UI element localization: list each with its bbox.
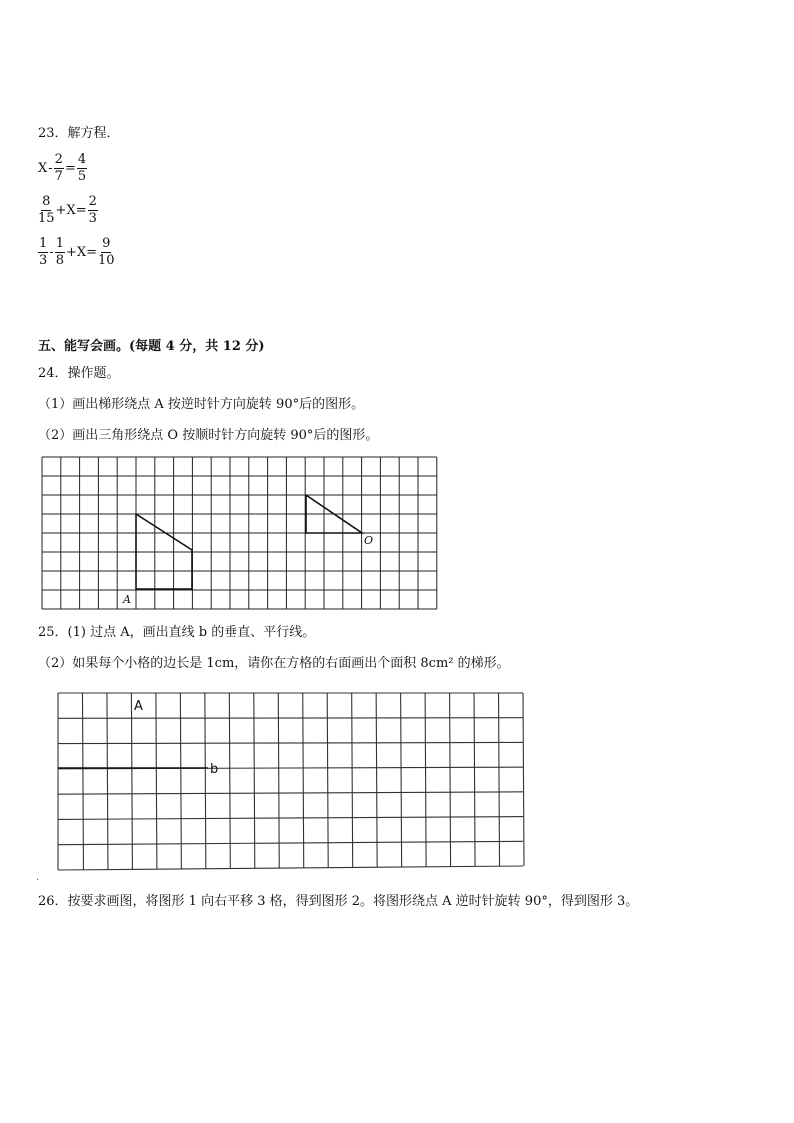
q23-title: 23．解方程．: [38, 126, 120, 141]
grid-line-vertical: [425, 693, 426, 867]
grid-line-vertical: [303, 693, 304, 868]
section-5-heading: 五、能写会画。(每题 4 分，共 12 分): [38, 339, 265, 354]
grid-line-vertical: [131, 693, 132, 869]
eq2-f1-numerator: 8: [42, 194, 51, 209]
q24-title: 24．操作题。: [38, 366, 120, 381]
q24-part-1: （1）画出梯形绕点 A 按逆时针方向旋转 90°后的图形。: [38, 397, 365, 412]
eq1-operator: -: [48, 161, 53, 176]
eq1-f2-numerator: 4: [77, 152, 87, 167]
eq2-f2-denominator: 3: [88, 211, 97, 226]
grid-line-vertical: [278, 693, 279, 868]
eq1-f1-denominator: 7: [54, 169, 63, 184]
eq3-f1-numerator: 1: [39, 236, 48, 251]
eq1-f2-denominator: 5: [77, 169, 87, 184]
grid-line-vertical: [82, 693, 83, 870]
grid-line-vertical: [352, 693, 353, 867]
grid-line-vertical: [327, 693, 328, 868]
eq1-variable: X: [38, 161, 48, 176]
grid-line-horizontal: [58, 742, 523, 743]
grid-line-horizontal: [58, 841, 523, 844]
eq2-f2-numerator: 2: [88, 194, 97, 209]
eq1-f1-numerator: 2: [54, 152, 63, 167]
eq3-plus-x-equals: +X=: [65, 245, 98, 260]
stray-mark: ·: [36, 875, 40, 886]
q24-point-o-label: O: [364, 534, 374, 547]
eq3-f3-denominator: 10: [98, 253, 115, 268]
q25-part-1: 25．(1) 过点 A，画出直线 b 的垂直、平行线。: [38, 625, 316, 640]
q25-grid: [58, 693, 524, 870]
grid-line-vertical: [376, 693, 377, 867]
grid-line-vertical: [523, 693, 524, 866]
q24-part-2: （2）画出三角形绕点 O 按顺时针方向旋转 90°后的图形。: [38, 428, 379, 443]
grid-line-vertical: [107, 693, 108, 870]
eq3-f2-denominator: 8: [55, 253, 64, 268]
grid-line-vertical: [401, 693, 402, 867]
q24-point-a-label: A: [123, 593, 131, 606]
eq1-equals: =: [64, 161, 76, 176]
q25-line-b-label: b: [210, 762, 219, 777]
grid-line-vertical: [180, 693, 181, 869]
grid-line-vertical: [156, 693, 157, 869]
eq2-plus-x-equals: +X=: [55, 203, 87, 218]
grid-line-vertical: [474, 693, 475, 866]
q26-text: 26．按要求画图，将图形 1 向右平移 3 格，得到图形 2。将图形绕点 A 逆时针旋转 90°，得到图形 3。: [38, 894, 639, 909]
grid-line-horizontal: [58, 718, 523, 719]
eq3-f1-denominator: 3: [39, 253, 48, 268]
grid-line-horizontal: [58, 866, 523, 870]
eq3-minus: -: [49, 245, 54, 260]
grid-line-vertical: [254, 693, 255, 868]
q25-point-a-label: A: [134, 699, 143, 714]
eq3-f3-numerator: 9: [102, 236, 111, 251]
grid-line-horizontal: [58, 792, 523, 794]
grid-line-vertical: [450, 693, 451, 867]
q25-part-2: （2）如果每个小格的边长是 1cm，请你在方格的右面画出个面积 8cm² 的梯形。: [38, 656, 510, 671]
grid-line-vertical: [205, 693, 206, 869]
grid-line-vertical: [499, 693, 500, 866]
grid-line-vertical: [229, 693, 230, 869]
eq3-f2-numerator: 1: [55, 236, 64, 251]
grid-line-horizontal: [58, 817, 523, 820]
eq2-f1-denominator: 15: [38, 211, 55, 226]
